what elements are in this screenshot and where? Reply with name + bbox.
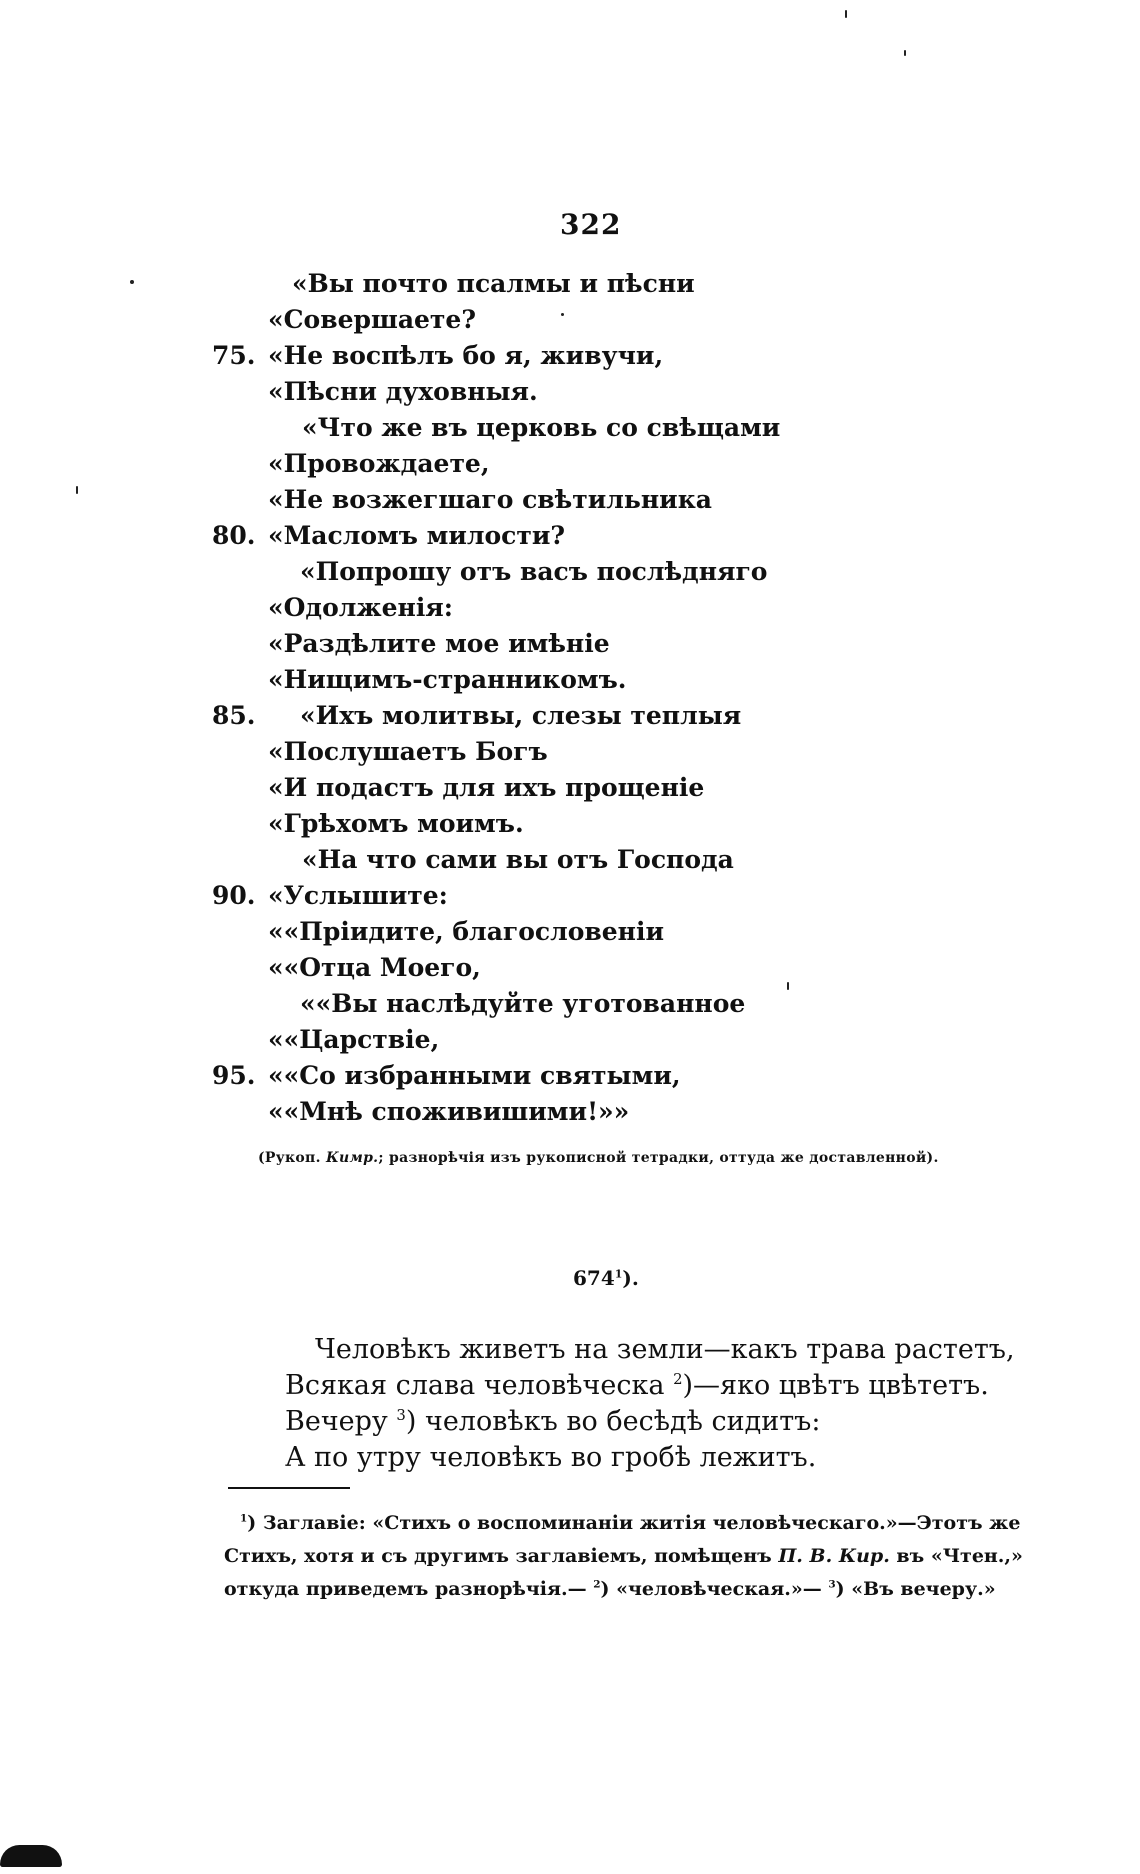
line-number: 85. [212, 701, 256, 730]
verse-line: «Послушаетъ Богъ [268, 737, 548, 766]
verse-line: ««Мнѣ споживишими!»» [268, 1097, 630, 1126]
line-number [212, 734, 266, 770]
scan-speck [787, 982, 789, 990]
line-number [212, 446, 266, 482]
verse-line: ««Со избранными святыми, [268, 1061, 681, 1090]
verse-line: «Услышите: [268, 881, 448, 910]
line-number [212, 482, 266, 518]
footnote-mark: 2 [593, 1578, 601, 1591]
poem-line-text: А по утру человѣкъ во гробѣ лежитъ. [285, 1442, 817, 1473]
verse-line: «На что сами вы отъ Господа [302, 845, 734, 874]
footnotes [224, 1507, 1023, 1606]
line-number: 80. [212, 521, 256, 550]
footnote-text: Стихъ, хотя и съ другимъ заглавіемъ, помѣщенъ [224, 1545, 779, 1567]
footnote-text: въ «Чтен.,» [889, 1545, 1023, 1567]
verse-line: «Грѣхомъ моимъ. [268, 809, 524, 838]
line-number: 90. [212, 881, 256, 910]
verse-line: «Не возжегшаго свѣтильника [268, 485, 712, 514]
scan-speck [904, 50, 906, 56]
verse-line: «Масломъ милости? [268, 521, 566, 550]
verse-line: «Раздѣлите мое имѣніе [268, 629, 610, 658]
poem-line [315, 1330, 1015, 1370]
footnote-text: откуда приведемъ разнорѣчія.— [224, 1578, 594, 1600]
line-number: 95. [212, 1061, 256, 1090]
source-note [258, 1150, 939, 1166]
footnote-text: ) Заглавіе: «Стихъ о воспоминаніи житія человѣческаго.»—Этотъ же [247, 1512, 1021, 1534]
verse-line: «Нищимъ-странникомъ. [268, 665, 627, 694]
line-number [212, 662, 266, 698]
verse-line: «Не воспѣлъ бо я, живучи, [268, 341, 664, 370]
line-number: 75. [212, 341, 256, 370]
scan-blot [0, 1845, 62, 1867]
section-footnote-ref: 1 [614, 1267, 623, 1281]
verse-line: «Ихъ молитвы, слезы теплыя [300, 701, 742, 730]
page-number: 322 [560, 208, 622, 241]
source-note-prefix: (Рукоп. [258, 1150, 326, 1166]
footnote-text: ) «человѣческая.»— [600, 1578, 829, 1600]
poem-line-text-tail: ) человѣкъ во бесѣдѣ сидитъ: [405, 1406, 821, 1437]
line-number [212, 806, 266, 842]
section-number-close: ). [622, 1266, 639, 1290]
poem-line [285, 1366, 989, 1406]
poem-line [285, 1438, 816, 1478]
poem-line-text: Человѣкъ живетъ на земли—какъ трава растетъ, [315, 1334, 1015, 1365]
line-number [212, 770, 266, 806]
verse-line: «Совершаете? [268, 305, 476, 334]
footnote-line [224, 1573, 1014, 1606]
verse-line: ««Пріидите, благословеніи [268, 917, 665, 946]
line-number [212, 950, 266, 986]
line-number [212, 1094, 266, 1130]
footnote-rule [228, 1487, 350, 1489]
section-number-value: 674 [573, 1266, 615, 1290]
line-number [212, 302, 266, 338]
verse-line: «Провождаете, [268, 449, 490, 478]
line-number [212, 1022, 266, 1058]
verse-line: ««Вы наслѣдуйте уготованное [300, 989, 746, 1018]
footnote-line [224, 1507, 1021, 1540]
verse-line: ««Отца Моего, [268, 953, 481, 982]
poem-footnote-ref: 2 [673, 1370, 683, 1388]
footnote-citation: П. В. Кир. [778, 1545, 890, 1567]
line-number [212, 626, 266, 662]
footnote-line [224, 1540, 1023, 1573]
scan-speck [130, 280, 134, 284]
section-number [573, 1266, 639, 1290]
line-number [212, 590, 266, 626]
poem-line [285, 1402, 820, 1442]
verse-line: ««Царствіе, [268, 1025, 440, 1054]
poem-line-text: Вечеру [285, 1406, 397, 1437]
poem-footnote-ref: 3 [396, 1406, 406, 1424]
source-note-suffix: ; разнорѣчія изъ рукописной тетрадки, оттуда же доставленной). [378, 1150, 939, 1166]
verse-line: «Пѣсни духовныя. [268, 377, 538, 406]
verse-line: «Одолженія: [268, 593, 454, 622]
scan-speck [845, 10, 847, 18]
line-number [212, 266, 266, 302]
verse-line: «Вы почто псалмы и пѣсни [292, 269, 695, 298]
source-note-name: Кимр. [325, 1150, 379, 1166]
verse-line: «Что же въ церковь со свѣщами [302, 413, 781, 442]
line-number [212, 842, 266, 878]
verse-line: «Попрошу отъ васъ послѣдняго [300, 557, 768, 586]
line-number [212, 374, 266, 410]
poem-line-text: Всякая слава человѣческа [285, 1370, 674, 1401]
poem-line-text-tail: )—яко цвѣтъ цвѣтетъ. [682, 1370, 989, 1401]
line-number [212, 914, 266, 950]
footnote-mark: 3 [828, 1578, 836, 1591]
scan-speck [561, 313, 564, 316]
verse-line: «И подастъ для ихъ прощеніе [268, 773, 705, 802]
footnote-mark: 1 [240, 1512, 248, 1525]
line-number [212, 554, 266, 590]
scan-speck [76, 486, 78, 494]
footnote-text: ) «Въ вечеру.» [835, 1578, 996, 1600]
line-number [212, 986, 266, 1022]
line-number [212, 410, 266, 446]
